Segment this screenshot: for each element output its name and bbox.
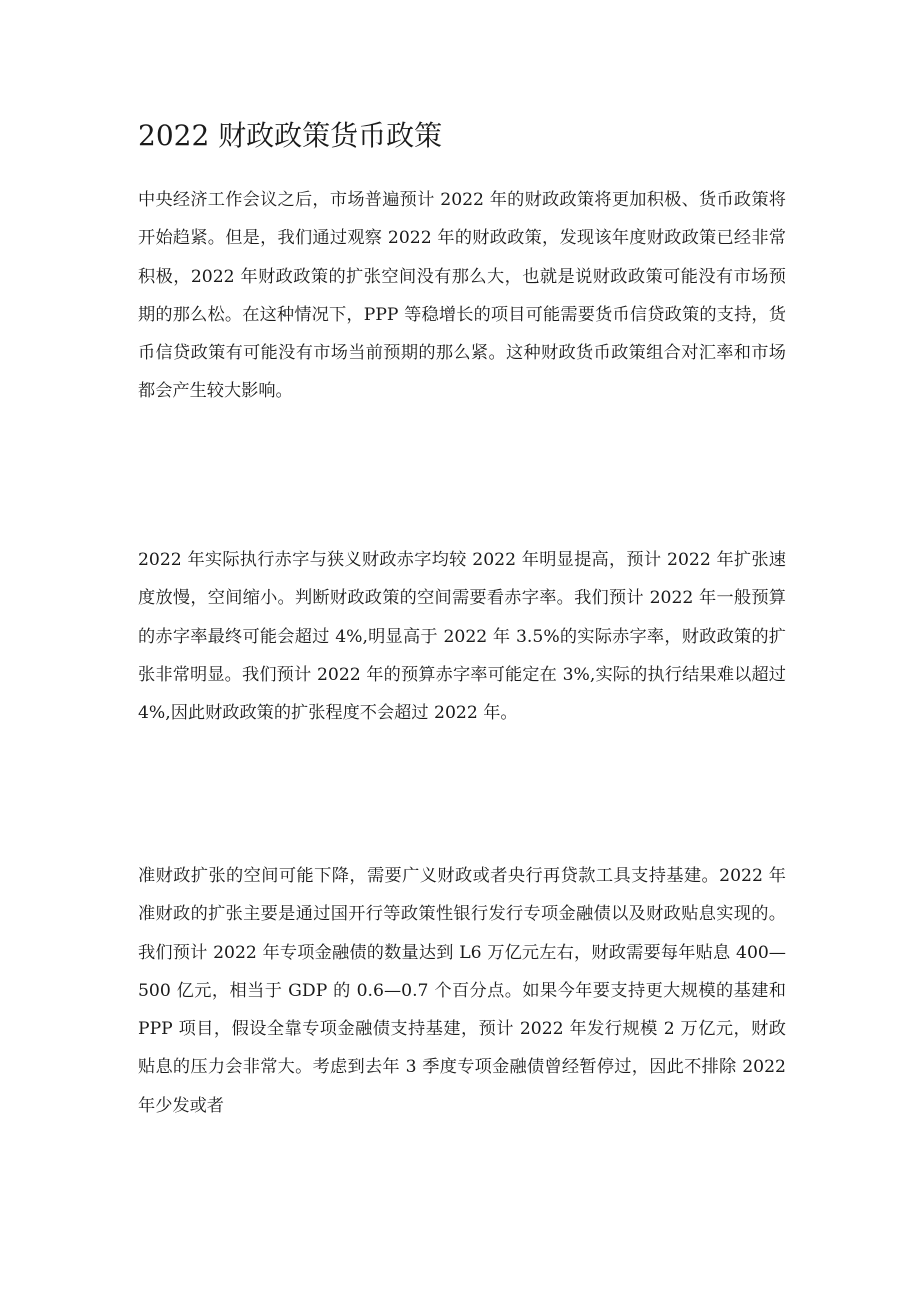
document-title: 2022 财政政策货币政策: [138, 119, 443, 152]
paragraph-deficit-rate: 2022 年实际执行赤字与狭义财政赤字均较 2022 年明显提高，预计 2022 年扩张速度放慢，空间缩小。判断财政政策的空间需要看赤字率。我们预计 2022 年一般预算的赤字率最终可能会超过 4%,明显高于 2022 年 3.5%的实际赤字率，财政政策的扩张非常明显。我们预计 2022 年的预算赤字率可能定在 3%,实际的执行结果难以超过 4%,因此财政政策的扩张程度不会超过 2022 年。: [138, 550, 786, 724]
paragraph-fiscal-monetary-outlook: 中央经济工作会议之后，市场普遍预计 2022 年的财政政策将更加积极、货币政策将开始趋紧。但是，我们通过观察 2022 年的财政政策，发现该年度财政政策已经非常积极，2022 年财政政策的扩张空间没有那么大，也就是说财政政策可能没有市场预期的那么松。在这种情况下，PPP 等稳增长的项目可能需要货币信贷政策的支持，货币信贷政策有可能没有市场当前预期的那么紧。这种财政货币政策组合对汇率和市场都会产生较大影响。: [138, 190, 786, 402]
paragraph-quasi-fiscal-expansion: 准财政扩张的空间可能下降，需要广义财政或者央行再贷款工具支持基建。2022 年准财政的扩张主要是通过国开行等政策性银行发行专项金融债以及财政贴息实现的。我们预计 2022 年专项金融债的数量达到 L6 万亿元左右，财政需要每年贴息 400—500 亿元，相当于 GDP 的 0.6—0.7 个百分点。如果今年要支持更大规模的基建和 PPP 项目，假设全靠专项金融债支持基建，预计 2022 年发行规模 2 万亿元，财政贴息的压力会非常大。考虑到去年 3 季度专项金融债曾经暂停过，因此不排除 2022 年少发或者: [138, 866, 786, 1116]
